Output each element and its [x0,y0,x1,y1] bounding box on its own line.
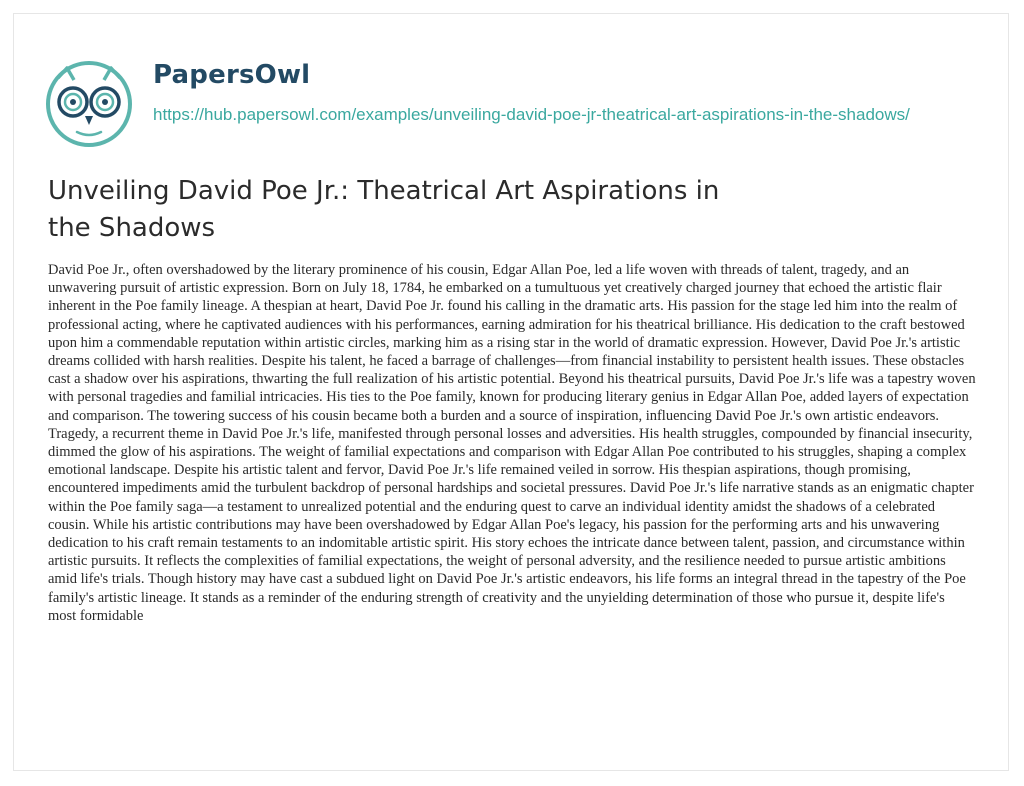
document-title: Unveiling David Poe Jr.: Theatrical Art Aspirations in the Shadows [48,176,720,243]
source-url[interactable]: https://hub.papersowl.com/examples/unveiling-david-poe-jr-theatrical-art-aspirations-in-the-shadows/ [153,105,910,124]
owl-logo-icon [44,58,134,148]
document-body: David Poe Jr., often overshadowed by the literary prominence of his cousin, Edgar Allan Poe, led a life woven with threads of talent, tragedy, and an unwavering pursuit of artistic expression. Born on July 18, 1784, he embarked on a tumultuous yet creatively charged journey that echoed the artistic flair inherent in the Poe family lineage. A thespian at heart, David Poe Jr. found his calling in the dramatic arts. His passion for the stage led him into the realm of professional acting, where he captivated audiences with his performances, earning admiration for his theatrical brilliance. His dedication to the craft bestowed upon him a commendable reputation within artistic circles, marking him as a rising star in the world of dramatic expression. However, David Poe Jr.'s artistic dreams collided with harsh realities. Despite his talent, he faced a barrage of challenges—from financial instability to persistent health issues. These obstacles cast a shadow over his aspirations, thwarting the full realization of his artistic potential. Beyond his theatrical pursuits, David Poe Jr.'s life was a tapestry woven with personal tragedies and familial intricacies. His ties to the Poe family, known for producing literary genius in Edgar Allan Poe, added layers of expectation and comparison. The towering success of his cousin became both a burden and a source of inspiration, influencing David Poe Jr.'s own artistic endeavors. Tragedy, a recurrent theme in David Poe Jr.'s life, manifested through personal losses and adversities. His health struggles, compounded by financial insecurity, dimmed the glow of his aspirations. The weight of familial expectations and comparison with Edgar Allan Poe contributed to his struggles, shaping a complex emotional landscape. Despite his artistic talent and fervor, David Poe Jr.'s life remained veiled in sorrow. His thespian aspirations, though promising, encountered impediments amid the turbulent backdrop of personal hardships and societal pressures. David Poe Jr.'s life narrative stands as an enigmatic chapter within the Poe family saga—a testament to unrealized potential and the enduring quest to carve an individual identity amidst the shadows of a celebrated cousin. While his artistic contributions may have been overshadowed by Edgar Allan Poe's legacy, his passion for the performing arts and his unwavering dedication to his craft remain testaments to an indomitable artistic spirit. His story echoes the intricate dance between talent, passion, and circumstance within artistic pursuits. It reflects the complexities of familial expectations, the weight of personal adversity, and the resilience needed to pursue artistic ambitions amid life's trials. Though history may have cast a subdued light on David Poe Jr.'s artistic endeavors, his life forms an integral thread in the tapestry of the Poe family's artistic lineage. It stands as a reminder of the enduring strength of creativity and the unyielding determination of those who pursue it, despite life's most formidable [48,262,976,624]
brand-name: PapersOwl [153,60,311,90]
